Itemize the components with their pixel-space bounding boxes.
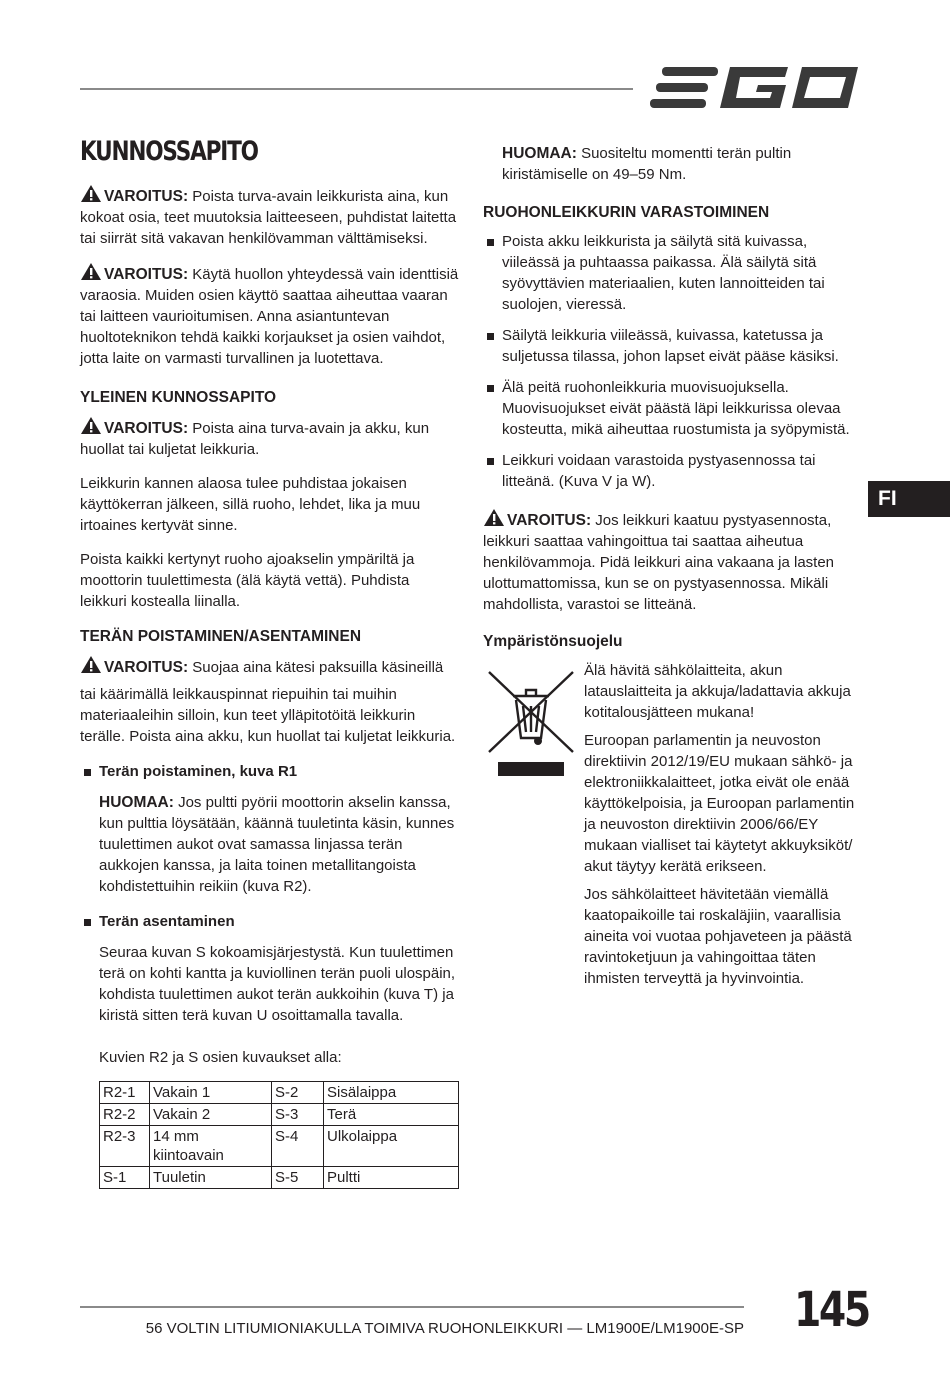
list-item — [80, 761, 460, 782]
paragraph: Älä hävitä sähkölaitteita, akun latauslaitteita ja akkuja/ladattavia akkuja kotitalousjätteen mukana! — [584, 662, 851, 721]
table-row — [100, 1126, 459, 1167]
list-item — [80, 911, 460, 932]
crossed-bin-icon — [483, 660, 579, 782]
warning-block — [80, 184, 460, 249]
table-cell: Sisälaippa — [324, 1082, 459, 1104]
note-label: HUOMAA: — [99, 794, 174, 811]
table-cell: Pultti — [324, 1167, 459, 1189]
table-cell: R2-2 — [100, 1104, 150, 1126]
warning-label: VAROITUS: — [104, 420, 189, 437]
list-item: Älä peitä ruohonleikkuria muovisuojuksella. Muovisuojukset eivät päästä läpi leikkurissa olevaa kosteutta, mikä aiheuttaa ruostumista ja syöpymistä. — [483, 377, 868, 440]
table-row — [100, 1167, 459, 1189]
table-cell: Vakain 2 — [150, 1104, 272, 1126]
footer-rule — [80, 1306, 744, 1308]
table-cell: 14 mm kiintoavain — [150, 1126, 272, 1167]
page-title: KUNNOSSAPITO — [80, 136, 258, 167]
left-column — [80, 136, 460, 1189]
parts-table — [99, 1081, 459, 1189]
table-cell: Tuuletin — [150, 1167, 272, 1189]
table-cell: S-5 — [272, 1167, 324, 1189]
table-cell: S-2 — [272, 1082, 324, 1104]
table-cell: S-1 — [100, 1167, 150, 1189]
warning-block — [80, 416, 460, 460]
table-cell: Ulkolaippa — [324, 1126, 459, 1167]
warning-icon — [483, 508, 505, 527]
warning-icon — [80, 655, 102, 674]
warning-label: VAROITUS: — [104, 659, 189, 676]
paragraph: Kuvien R2 ja S osien kuvaukset alla: — [99, 1049, 342, 1066]
note-label: HUOMAA: — [502, 145, 577, 162]
warning-text: Poista turva-avain leikkurista aina, kun kokoat osia, teet muutoksia laitteeseen, puhdistat laitetta tai siirrät sitä vakavan henkilövamman välttämiseksi. — [80, 188, 457, 247]
storage-list — [483, 231, 868, 492]
paragraph: Euroopan parlamentin ja neuvoston direktiivin 2012/19/EU mukaan sähkö- ja elektroniikkalaitteet, jotka eivät ole enää käyttökelpoisia, ja Euroopan parlamentin ja neuvoston direktiivin 2006/66/EY mukaan vialliset tai käytetyt akkuyksiköt/ akut täytyy kerätä erikseen. — [584, 732, 855, 875]
header-rule — [80, 88, 633, 90]
language-tab: FI — [868, 481, 950, 517]
note-block — [80, 792, 460, 897]
warning-label: VAROITUS: — [104, 266, 189, 283]
table-cell: R2-3 — [100, 1126, 150, 1167]
section-heading-environment: Ympäristönsuojelu — [483, 633, 623, 650]
paragraph: Leikkurin kannen alaosa tulee puhdistaa jokaisen käyttökerran jälkeen, sillä ruoho, lehdet, lika ja muu irtoaines kertyvät sinne. — [80, 475, 421, 534]
table-cell: R2-1 — [100, 1082, 150, 1104]
section-heading-blade: TERÄN POISTAMINEN/ASENTAMINEN — [80, 628, 362, 645]
table-cell: Vakain 1 — [150, 1082, 272, 1104]
table-row — [100, 1104, 459, 1126]
warning-icon — [80, 416, 102, 435]
warning-block — [80, 262, 460, 369]
warning-text: Suojaa aina kätesi paksuilla käsineillä — [188, 659, 444, 676]
table-cell: Terä — [324, 1104, 459, 1126]
paragraph: tai käärimällä leikkauspinnat riepuihin tai muihin materiaaleihin silloin, kun teet ylläpitotöitä leikkurin terälle. Poista aina akku, kun huollat tai kuljetat leikkuria. — [80, 686, 456, 745]
table-cell: S-3 — [272, 1104, 324, 1126]
section-heading-general: YLEINEN KUNNOSSAPITO — [80, 389, 277, 406]
environment-section — [483, 660, 868, 989]
warning-text: Jos leikkuri kaatuu pystyasennosta, leikkuri saattaa vahingoittua tai saattaa aiheutua henkilövammoja. Pidä leikkuri aina vakaana ja lasten ulottumattomissa, kun se on pystyasennossa. Mikäli mahdollista, varastoi se litteänä. — [483, 512, 835, 613]
page-number: 145 — [794, 1282, 869, 1338]
paragraph: Seuraa kuvan S kokoamisjärjestystä. Kun tuulettimen terä on kohti kantta ja kuviollinen terän puoli ulospäin, kohdista tuulettimen aukot terän aukkoihin (kuva T) ja kiristä sitten terä kuvan U osoittamalla tavalla. — [99, 944, 456, 1024]
bullet-text: Terän poistaminen, kuva R1 — [99, 763, 298, 780]
bullet-list — [80, 911, 460, 932]
warning-block — [483, 508, 868, 615]
warning-label: VAROITUS: — [104, 188, 189, 205]
table-cell: S-4 — [272, 1126, 324, 1167]
list-item: Poista akku leikkurista ja säilytä sitä kuivassa, viileässä ja puhtaassa paikassa. Älä säilytä sitä syövyttävien materiaalien, kuten lannoitteiden tai suolojen, vieressä. — [483, 231, 868, 315]
section-heading-storage: RUOHONLEIKKURIN VARASTOIMINEN — [483, 204, 770, 221]
table-row — [100, 1082, 459, 1104]
warning-icon — [80, 184, 102, 203]
note-text: Jos pultti pyörii moottorin akselin kanssa, kun pulttia löysätään, käännä tuuletinta käsin, kunnes tuulettimen aukot ovat samassa linjassa terän aukkojen kanssa, ja laita toinen metallitangoista kohdistettuihin reikiin (kuva R2). — [99, 794, 455, 895]
bullet-text: Terän asentaminen — [99, 913, 235, 930]
list-item: Säilytä leikkuria viileässä, kuivassa, katetussa ja suljetussa tilassa, johon lapset eivät pääse käsiksi. — [483, 325, 868, 367]
warning-text: Käytä huollon yhteydessä vain identtisiä varaosia. Muiden osien käyttö saattaa aiheuttaa vaaran tai laitteen vaurioitumisen. Anna asiantuntevan huoltoteknikon tehdä kaikki korjaukset ja osien vaihdot, jotta laite on varmasti turvallinen ja luotettava. — [80, 266, 459, 367]
right-column — [483, 143, 868, 1002]
note-text: Suositeltu momentti terän pultin kiristämiselle on 49–59 Nm. — [502, 145, 792, 183]
warning-label: VAROITUS: — [507, 512, 592, 529]
ego-logo — [650, 62, 862, 114]
warning-icon — [80, 262, 102, 281]
warning-block — [80, 655, 460, 678]
bullet-list — [80, 761, 460, 782]
note-block — [483, 143, 868, 185]
list-item: Leikkuri voidaan varastoida pystyasennossa tai litteänä. (Kuva V ja W). — [483, 450, 868, 492]
footer-text: 56 VOLTIN LITIUMIONIAKULLA TOIMIVA RUOHONLEIKKURI — LM1900E/LM1900E-SP — [145, 1320, 744, 1337]
warning-text: Poista aina turva-avain ja akku, kun huollat tai kuljetat leikkuria. — [80, 420, 430, 458]
paragraph: Jos sähkölaitteet hävitetään viemällä kaatopaikoille tai roskaläjiin, vaarallisia aineita voi vuotaa pohjaveteen ja päästä ravintoketjuun ja vahingoittaa täten ihmisten terveyttä ja hyvinvointia. — [584, 886, 852, 987]
paragraph: Poista kaikki kertynyt ruoho ajoakselin ympäriltä ja moottorin tuulettimesta (älä käytä vettä). Puhdista leikkuri kostealla liinalla. — [80, 551, 415, 610]
